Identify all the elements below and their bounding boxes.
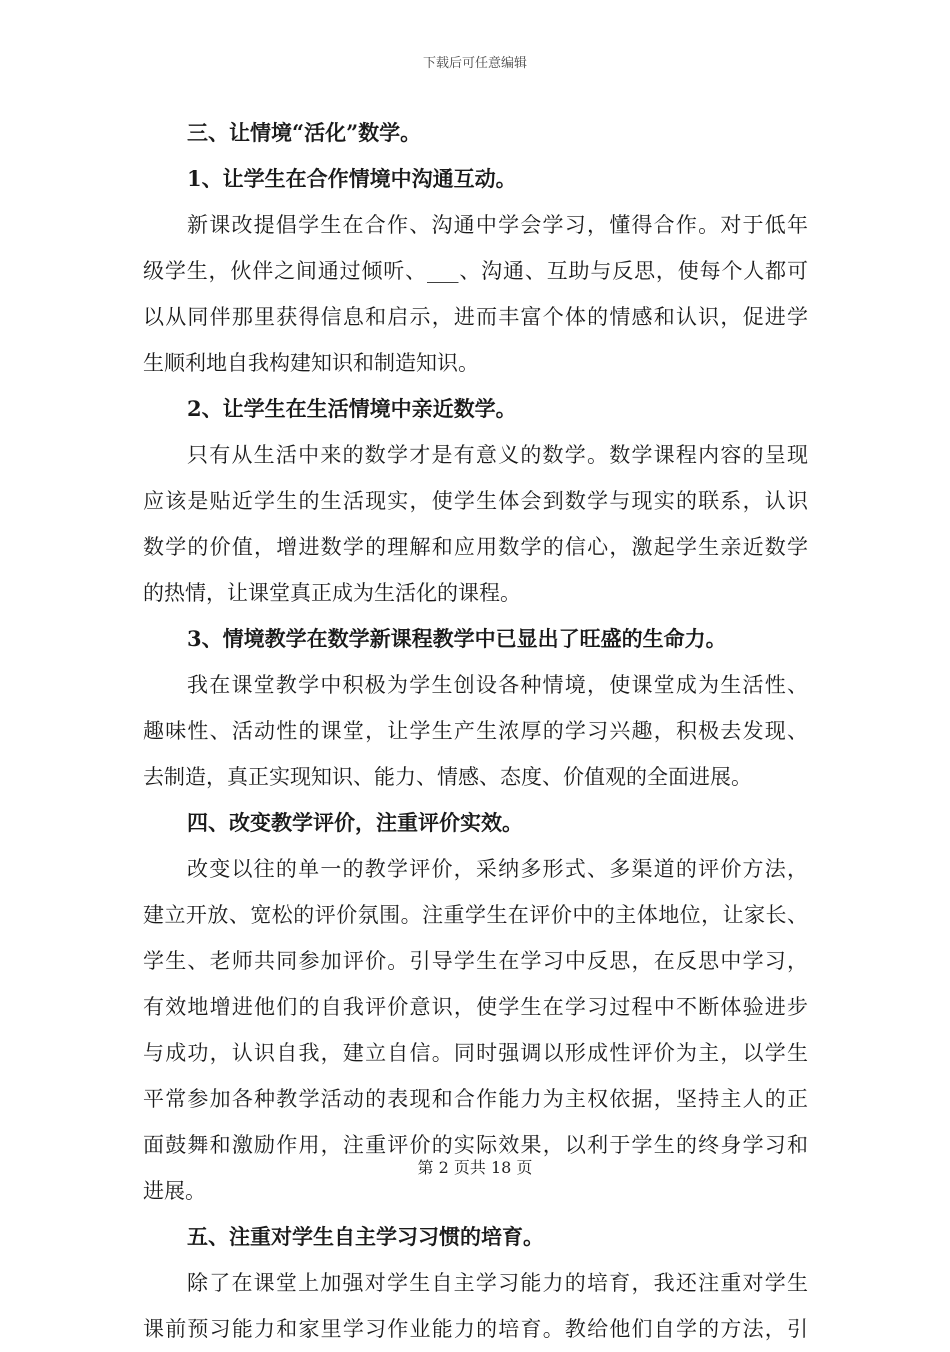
paragraph-line: 有效地增进他们的自我评价意识，使学生在学习过程中不断体验进步: [143, 995, 808, 1019]
paragraph-line: 面鼓舞和激励作用，注重评价的实际效果，以利于学生的终身学习和: [143, 1133, 808, 1157]
paragraph-line: 建立开放、宽松的评价氛围。注重学生在评价中的主体地位，让家长、: [143, 903, 808, 927]
section-heading: 3、情境教学在数学新课程教学中已显出了旺盛的生命力。: [187, 626, 727, 651]
paragraph-line: 与成功，认识自我，建立自信。同时强调以形成性评价为主，以学生: [143, 1041, 808, 1065]
paragraph-line: 数学的价值，增进数学的理解和应用数学的信心，激起学生亲近数学: [143, 535, 808, 559]
paragraph-line: 进展。: [143, 1179, 206, 1203]
paragraph-line: 去制造，真正实现知识、能力、情感、态度、价值观的全面进展。: [143, 765, 752, 789]
section-heading: 四、改变教学评价，注重评价实效。: [187, 810, 523, 835]
section-heading: 五、注重对学生自主学习习惯的培育。: [187, 1224, 544, 1249]
section-heading: 1、让学生在合作情境中沟通互动。: [187, 166, 517, 191]
paragraph-line: 我在课堂教学中积极为学生创设各种情境，使课堂成为生活性、: [187, 673, 808, 697]
paragraph-line: 只有从生活中来的数学才是有意义的数学。数学课程内容的呈现: [187, 443, 808, 467]
section-heading: 三、让情境“活化”数学。: [187, 120, 422, 145]
paragraph-line: 学生、老师共同参加评价。引导学生在学习中反思，在反思中学习，: [143, 949, 808, 973]
paragraph-line: 新课改提倡学生在合作、沟通中学会学习，懂得合作。对于低年: [187, 213, 808, 237]
paragraph-line: 平常参加各种教学活动的表现和合作能力为主权依据，坚持主人的正: [143, 1087, 808, 1111]
paragraph-line: 生顺利地自我构建知识和制造知识。: [143, 351, 479, 375]
paragraph-line: 课前预习能力和家里学习作业能力的培育。教给他们自学的方法，引: [143, 1317, 808, 1341]
section-heading: 2、让学生在生活情境中亲近数学。: [187, 396, 517, 421]
page-header: 下载后可任意编辑: [422, 56, 527, 71]
paragraph-line: 的热情，让课堂真正成为生活化的课程。: [143, 581, 521, 605]
paragraph-line: 趣味性、活动性的课堂，让学生产生浓厚的学习兴趣，积极去发现、: [143, 719, 808, 743]
paragraph-line: 改变以往的单一的教学评价，采纳多形式、多渠道的评价方法，: [187, 857, 808, 881]
paragraph-line: 级学生，伙伴之间通过倾听、___、沟通、互助与反思，使每个人都可: [143, 259, 808, 283]
page-number-footer: 第 2 页共 18 页: [417, 1158, 533, 1177]
paragraph-line: 应该是贴近学生的生活现实，使学生体会到数学与现实的联系，认识: [143, 489, 808, 513]
paragraph-line: 除了在课堂上加强对学生自主学习能力的培育，我还注重对学生: [187, 1271, 808, 1295]
paragraph-line: 以从同伴那里获得信息和启示，进而丰富个体的情感和认识，促进学: [143, 305, 808, 329]
